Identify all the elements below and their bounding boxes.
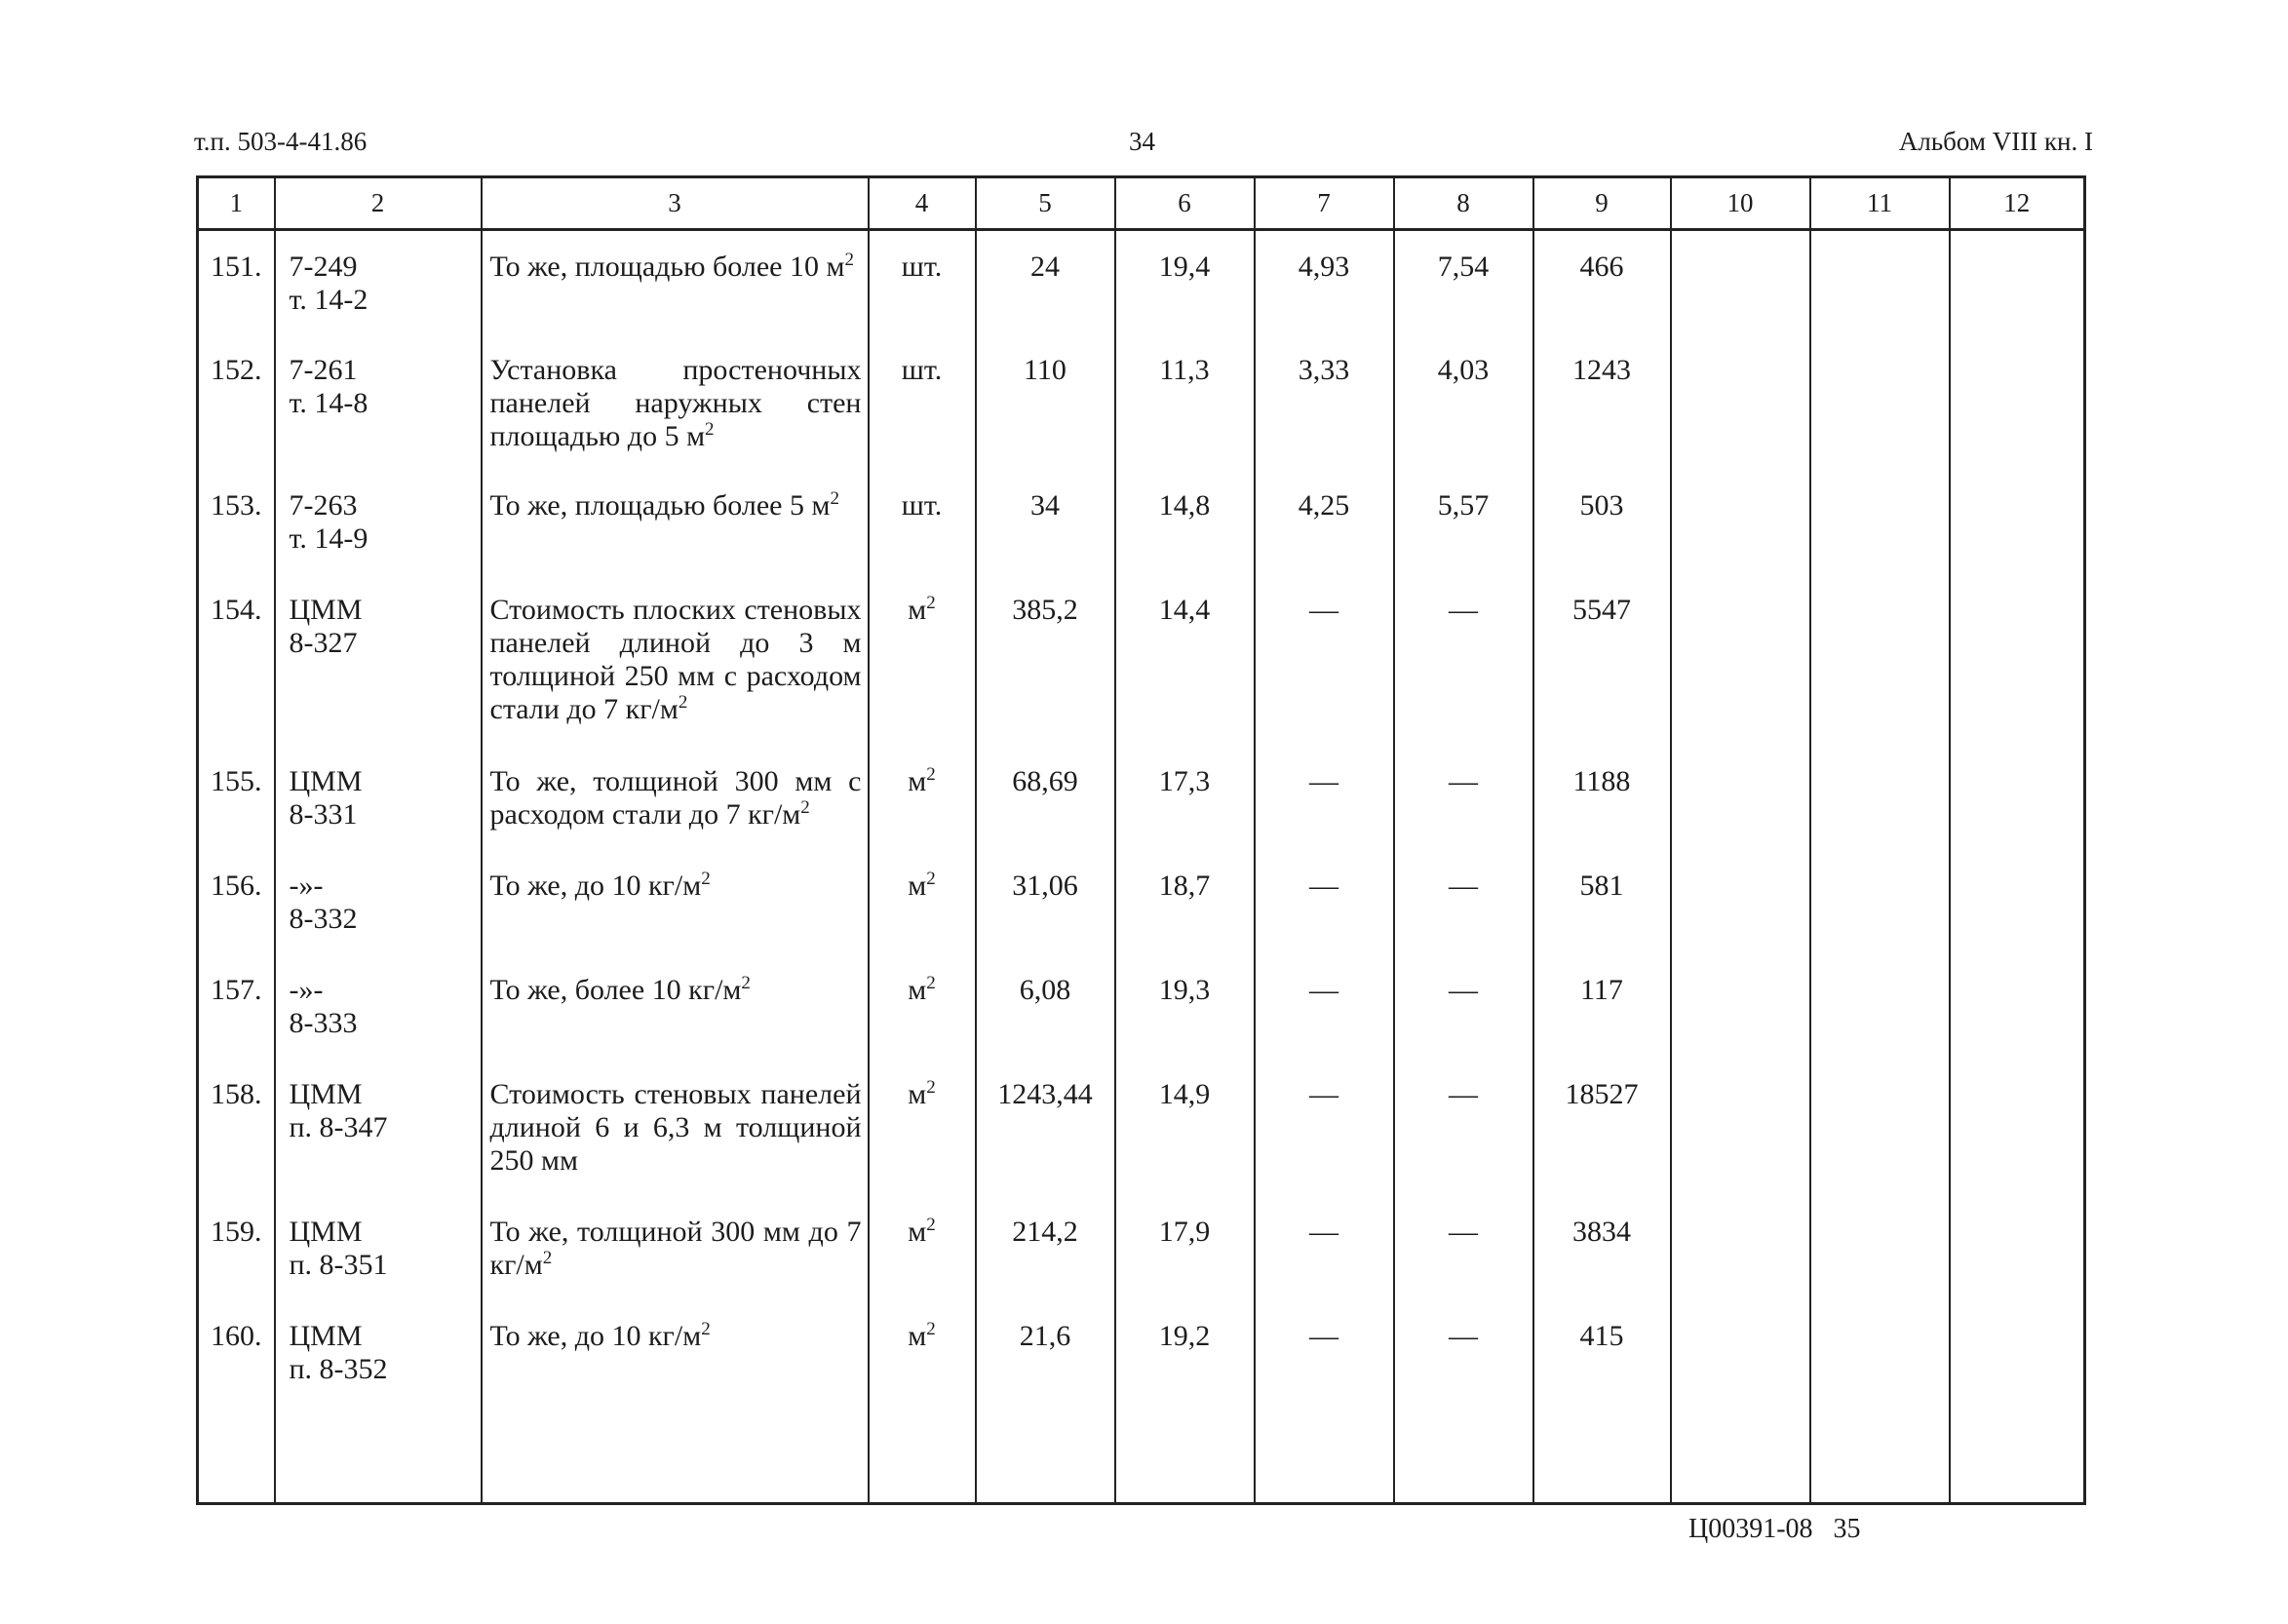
empty-cell (1950, 230, 2085, 334)
column-header: 2 (275, 177, 482, 230)
wage-cost: — (1309, 973, 1338, 1006)
total-cost: 3834 (1572, 1215, 1631, 1248)
total-cost: 415 (1579, 1319, 1624, 1352)
column-header: 7 (1255, 177, 1394, 230)
column-header: 10 (1671, 177, 1810, 230)
empty-cell (1950, 1196, 2085, 1300)
quantity: 6,08 (1019, 973, 1071, 1006)
empty-cell (1810, 850, 1950, 954)
empty-cell (1950, 470, 2085, 574)
empty-cell (1950, 954, 2085, 1059)
unit-superscript: 2 (926, 592, 936, 613)
empty-cell (1950, 334, 2085, 470)
unit: м (908, 593, 927, 626)
machine-cost: — (1449, 869, 1478, 902)
work-description: То же, толщиной 300 мм с расходом стали до 7 кг/м (489, 764, 862, 831)
description-superscript: 2 (800, 796, 810, 818)
estimate-table (196, 175, 2086, 1505)
machine-cost: — (1449, 973, 1478, 1006)
empty-cell (1671, 850, 1810, 954)
wage-cost: — (1309, 1077, 1338, 1110)
empty-cell (1950, 850, 2085, 954)
empty-cell (1810, 1300, 1950, 1405)
row-number: 159. (211, 1215, 262, 1248)
unit-cost: 17,9 (1158, 1215, 1211, 1248)
unit-cost: 19,3 (1158, 973, 1211, 1006)
norm-code: 7-263 (289, 488, 358, 522)
unit-superscript: 2 (926, 763, 936, 785)
machine-cost: — (1449, 593, 1478, 626)
norm-code-ref: п. 8-347 (289, 1110, 388, 1143)
norm-code-ref: 8-327 (289, 626, 358, 659)
empty-cell (1671, 954, 1810, 1059)
unit: шт. (901, 251, 943, 283)
wage-cost: — (1309, 1215, 1338, 1248)
empty-cell (1810, 574, 1950, 746)
unit: м (908, 764, 927, 797)
work-description: То же, до 10 кг/м (489, 869, 702, 902)
norm-code: 7-261 (289, 353, 358, 386)
empty-cell (1671, 230, 1810, 334)
norm-code: -»- (289, 973, 324, 1006)
empty-cell (1671, 1059, 1810, 1196)
wage-cost: — (1309, 1319, 1338, 1352)
norm-code: ЦММ (289, 764, 363, 797)
unit: шт. (901, 353, 943, 386)
unit-cost: 11,3 (1159, 353, 1210, 386)
table-row (198, 334, 2085, 470)
table-row (198, 574, 2085, 746)
wage-cost: — (1309, 764, 1338, 797)
norm-code-ref: т. 14-8 (289, 386, 368, 419)
description-superscript: 2 (830, 487, 839, 509)
unit-cost: 18,7 (1158, 869, 1211, 902)
page-number: 34 (1129, 127, 1155, 156)
norm-code-ref: 8-331 (289, 797, 358, 831)
description-superscript: 2 (701, 868, 711, 889)
table-row (198, 1059, 2085, 1196)
empty-cell (1950, 1059, 2085, 1196)
quantity: 34 (1030, 488, 1060, 522)
empty-cell (1671, 746, 1810, 850)
work-description: То же, до 10 кг/м (489, 1319, 702, 1352)
quantity: 1243,44 (997, 1077, 1093, 1110)
row-number: 154. (211, 593, 262, 626)
album-label: Альбом VIII кн. I (1898, 127, 2093, 156)
quantity: 21,6 (1019, 1319, 1071, 1352)
machine-cost: — (1449, 764, 1478, 797)
unit-superscript: 2 (926, 1076, 936, 1098)
norm-code-ref: 8-332 (289, 902, 358, 935)
wage-cost: — (1309, 869, 1338, 902)
total-cost: 1243 (1572, 353, 1631, 386)
table-row (198, 954, 2085, 1059)
empty-cell (1671, 470, 1810, 574)
total-cost: 1188 (1572, 764, 1631, 797)
norm-code: ЦММ (289, 1077, 363, 1110)
empty-cell (1810, 470, 1950, 574)
machine-cost: 7,54 (1437, 251, 1490, 283)
description-superscript: 2 (678, 691, 688, 713)
row-number: 151. (211, 251, 262, 283)
unit-cost: 19,2 (1158, 1319, 1211, 1352)
empty-cell (1810, 334, 1950, 470)
machine-cost: — (1449, 1319, 1478, 1352)
description-superscript: 2 (705, 418, 715, 440)
description-superscript: 2 (542, 1247, 553, 1268)
work-description: То же, толщиной 300 мм до 7 кг/м (489, 1215, 862, 1281)
wage-cost: 3,33 (1298, 353, 1350, 386)
row-number: 160. (211, 1319, 262, 1352)
empty-cell (1671, 334, 1810, 470)
column-header: 3 (482, 177, 869, 230)
work-description: Стоимость стеновых панелей длиной 6 и 6,3 м толщиной 250 мм (489, 1077, 862, 1177)
column-header: 8 (1394, 177, 1533, 230)
work-description: То же, площадью более 5 м (489, 488, 831, 522)
table-row (198, 470, 2085, 574)
column-header: 4 (869, 177, 976, 230)
norm-code: ЦММ (289, 1215, 363, 1248)
total-cost: 5547 (1572, 593, 1631, 626)
norm-code-ref: п. 8-351 (289, 1248, 388, 1281)
row-number: 153. (211, 488, 262, 522)
column-header: 6 (1115, 177, 1255, 230)
unit-superscript: 2 (926, 972, 936, 993)
doc-reference: т.п. 503-4-41.86 (194, 127, 368, 156)
description-superscript: 2 (741, 972, 751, 993)
unit: шт. (901, 488, 943, 522)
description-superscript: 2 (701, 1318, 711, 1339)
total-cost: 466 (1579, 251, 1624, 283)
unit-superscript: 2 (926, 1214, 936, 1235)
unit: м (908, 869, 927, 902)
column-header: 11 (1810, 177, 1950, 230)
quantity: 68,69 (1012, 764, 1078, 797)
description-superscript: 2 (844, 250, 854, 270)
total-cost: 581 (1579, 869, 1624, 902)
machine-cost: 4,03 (1437, 353, 1490, 386)
norm-code: ЦММ (289, 593, 363, 626)
unit-cost: 14,9 (1158, 1077, 1211, 1110)
total-cost: 18527 (1565, 1077, 1639, 1110)
machine-cost: 5,57 (1437, 488, 1490, 522)
work-description: Стоимость плоских стеновых панелей длиной до 3 м толщиной 250 мм с расходом стали до 7 кг/м (489, 593, 862, 725)
empty-cell (1950, 574, 2085, 746)
empty-cell (1810, 1196, 1950, 1300)
wage-cost: 4,25 (1298, 488, 1350, 522)
quantity: 385,2 (1012, 593, 1078, 626)
table-row (198, 850, 2085, 954)
footer-stamp: Ц00391-08 35 (1688, 1514, 1861, 1544)
unit: м (908, 1077, 927, 1110)
table-row (198, 1300, 2085, 1405)
quantity: 24 (1030, 251, 1060, 283)
empty-cell (1671, 1196, 1810, 1300)
quantity: 110 (1024, 353, 1066, 386)
empty-cell (1810, 954, 1950, 1059)
empty-cell (1950, 746, 2085, 850)
work-description: То же, площадью более 10 м (489, 251, 845, 283)
unit: м (908, 1215, 927, 1248)
column-header: 9 (1533, 177, 1671, 230)
norm-code: 7-249 (289, 251, 358, 283)
empty-cell (1810, 230, 1950, 334)
table-row (198, 1196, 2085, 1300)
quantity: 31,06 (1012, 869, 1078, 902)
empty-cell (1810, 1059, 1950, 1196)
unit-superscript: 2 (926, 868, 936, 889)
empty-cell (1810, 746, 1950, 850)
wage-cost: 4,93 (1298, 251, 1350, 283)
norm-code-ref: т. 14-9 (289, 522, 368, 555)
unit-cost: 14,8 (1158, 488, 1211, 522)
wage-cost: — (1309, 593, 1338, 626)
norm-code-ref: т. 14-2 (289, 284, 368, 316)
column-header: 1 (198, 177, 275, 230)
norm-code: ЦММ (289, 1319, 363, 1352)
quantity: 214,2 (1012, 1215, 1078, 1248)
table-row (198, 230, 2085, 334)
column-header: 12 (1950, 177, 2085, 230)
unit-cost: 17,3 (1158, 764, 1211, 797)
work-description: Установка простеночных панелей наружных стен площадью до 5 м (489, 353, 862, 452)
empty-cell (1671, 1300, 1810, 1405)
unit-superscript: 2 (926, 1318, 936, 1339)
column-header: 5 (976, 177, 1115, 230)
column-header-row (198, 177, 2085, 230)
machine-cost: — (1449, 1215, 1478, 1248)
norm-code-ref: 8-333 (289, 1006, 358, 1039)
row-number: 156. (211, 869, 262, 902)
work-description: То же, более 10 кг/м (489, 973, 742, 1006)
empty-cell (1950, 1300, 2085, 1405)
empty-cell (1671, 574, 1810, 746)
row-number: 152. (211, 353, 262, 386)
unit: м (908, 973, 927, 1006)
row-number: 158. (211, 1077, 262, 1110)
total-cost: 503 (1579, 488, 1624, 522)
unit-cost: 19,4 (1158, 251, 1211, 283)
unit-cost: 14,4 (1158, 593, 1211, 626)
row-number: 155. (211, 764, 262, 797)
norm-code: -»- (289, 869, 324, 902)
norm-code-ref: п. 8-352 (289, 1352, 388, 1385)
row-number: 157. (211, 973, 262, 1006)
machine-cost: — (1449, 1077, 1478, 1110)
total-cost: 117 (1580, 973, 1623, 1006)
unit: м (908, 1319, 927, 1352)
table-row (198, 746, 2085, 850)
